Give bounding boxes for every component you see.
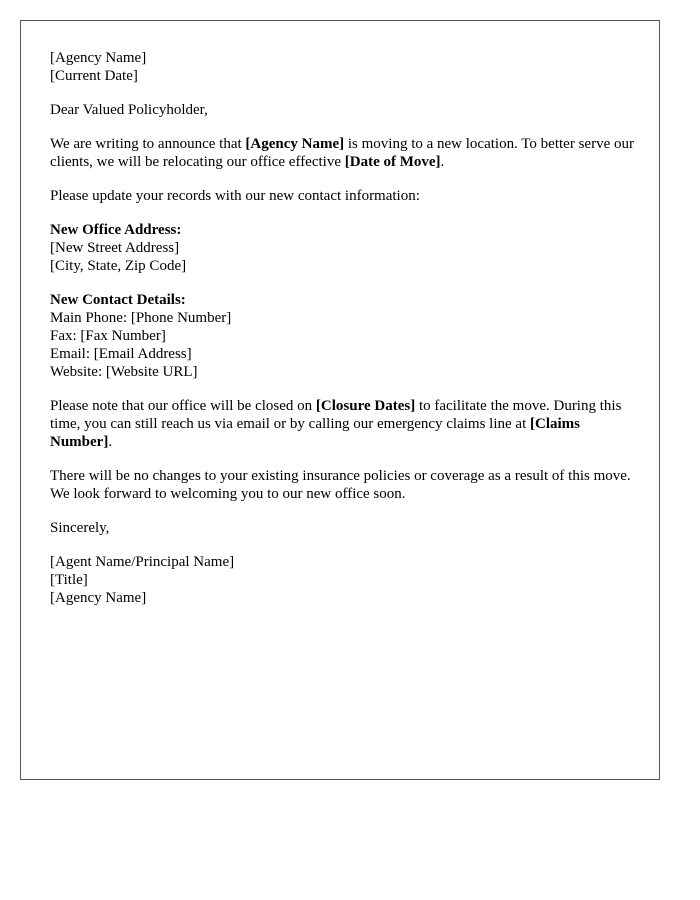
contact-phone: Main Phone: [Phone Number] (50, 310, 232, 326)
claims-number: [Claims Number] (50, 416, 580, 450)
announcement-text-2: is moving to a new location. To better serve our clients, we will be relocating our office effective (50, 136, 634, 170)
contact-fax: Fax: [Fax Number] (50, 328, 166, 344)
no-changes-paragraph: There will be no changes to your existing insurance policies or coverage as a result of this move. We look forward to welcoming you to our new office soon. (50, 468, 631, 502)
closing: Sincerely, (50, 520, 110, 536)
closure-text-3: . (108, 434, 113, 450)
address-section (50, 221, 640, 275)
update-records-paragraph: Please update your records with our new contact information: (50, 188, 420, 204)
signature-name: [Agent Name/Principal Name] (50, 554, 235, 570)
announcement-agency-name: [Agency Name] (245, 136, 345, 152)
letter-header (50, 49, 640, 85)
letter-page (20, 20, 660, 780)
announcement-text-1: We are writing to announce that (50, 136, 246, 152)
contact-website: Website: [Website URL] (50, 364, 198, 380)
letter-body (50, 49, 640, 623)
closure-paragraph (50, 397, 640, 451)
closure-text-2: to facilitate the move. During this time, you can still reach us via email or by calling our emergency claims line at (50, 398, 622, 432)
address-street: [New Street Address] (50, 240, 180, 256)
salutation: Dear Valued Policyholder, (50, 102, 208, 118)
closure-dates: [Closure Dates] (315, 398, 416, 414)
signature-title: [Title] (50, 572, 88, 588)
header-current-date: [Current Date] (50, 68, 138, 84)
contact-email: Email: [Email Address] (50, 346, 192, 362)
address-heading: New Office Address: (50, 222, 182, 238)
address-city-state-zip: [City, State, Zip Code] (50, 258, 187, 274)
announcement-text-3: . (440, 154, 445, 170)
header-agency-name: [Agency Name] (50, 50, 147, 66)
announcement-paragraph (50, 135, 640, 171)
contact-section (50, 291, 640, 381)
closure-text-1: Please note that our office will be closed on (50, 398, 316, 414)
contact-heading: New Contact Details: (50, 292, 186, 308)
signature-block (50, 553, 640, 607)
announcement-date-of-move: [Date of Move] (344, 154, 441, 170)
signature-agency: [Agency Name] (50, 590, 147, 606)
